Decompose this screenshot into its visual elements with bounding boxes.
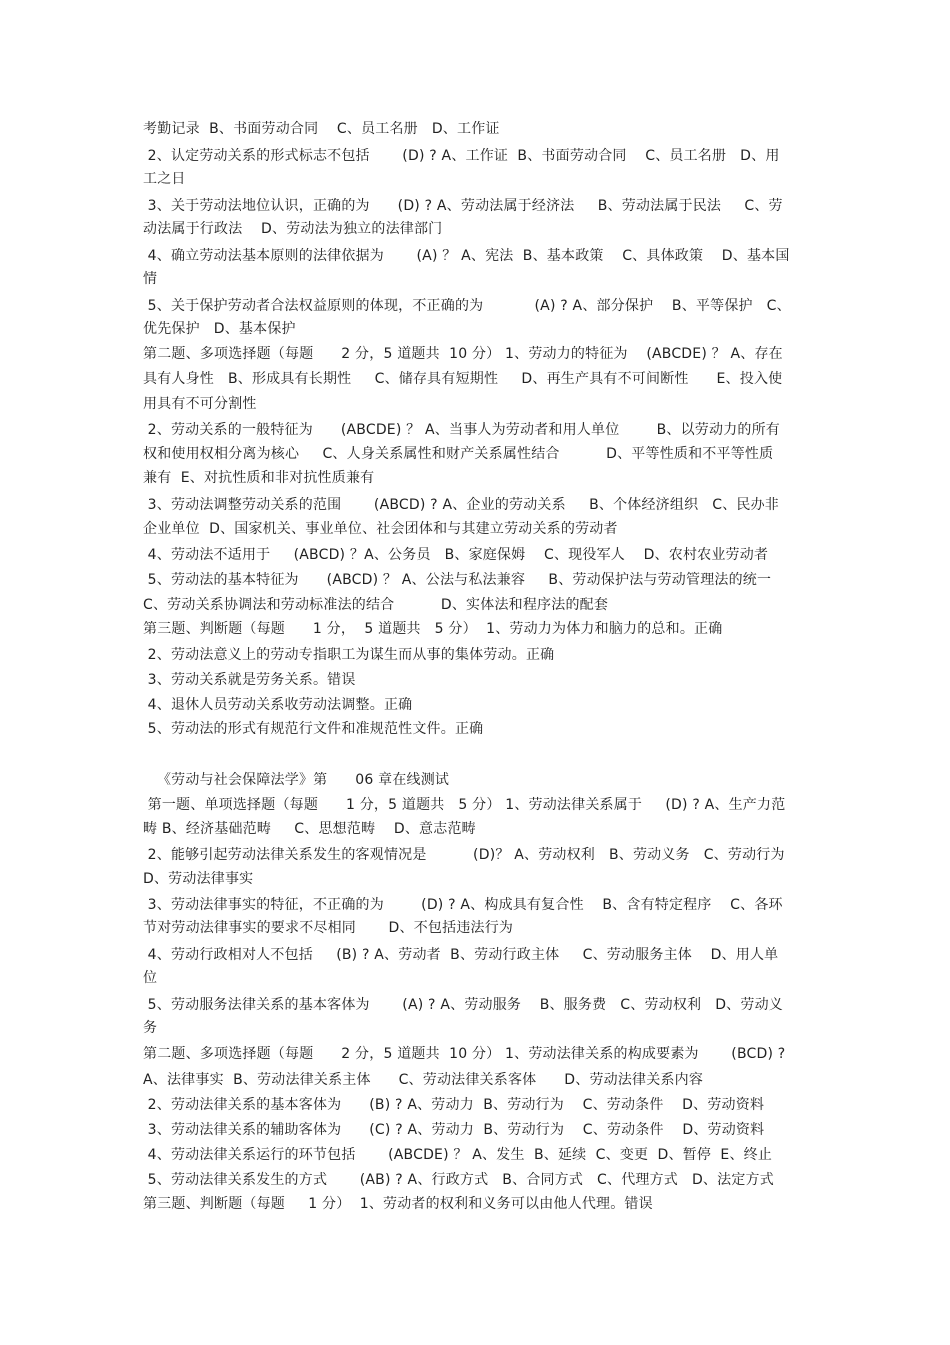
text-line: 3、劳动法调整劳动关系的范围 (ABCD) ? A、企业的劳动关系 B、个体经济组织 C、民办非 [143,497,780,513]
section-heading-line: 第一题、单项选择题（每题 1 分，5 道题共 5 分） 1、劳动法律关系属于 (D) ? A、生产力范 [143,797,786,813]
text-line: 3、关于劳动法地位认识，正确的为 (D) ? A、劳动法属于经济法 B、劳动法属于民法 C、劳 [143,198,783,214]
section-heading-line: 第二题、多项选择题（每题 2 分，5 道题共 10 分） 1、劳动法律关系的构成要素为 (BCD) ? [143,1046,786,1062]
text-line: 2、劳动法意义上的劳动专指职工为谋生而从事的集体劳动。正确 [143,647,555,663]
text-line: 5、劳动法律关系发生的方式 (AB) ? A、行政方式 B、合同方式 C、代理方式 D、法定方式 [143,1172,774,1188]
section-heading-line: 第二题、多项选择题（每题 2 分，5 道题共 10 分） 1、劳动力的特征为 (ABCDE) ？ A、存在 [143,346,783,362]
text-line: 2、劳动关系的一般特征为 (ABCDE) ？ A、当事人为劳动者和用人单位 B、以劳动力的所有 [143,422,781,438]
section-heading-line: 第三题、判断题（每题 1 分， 5 道题共 5 分） 1、劳动力为体力和脑力的总和。正确 [143,621,723,637]
text-line: 具有人身性 B、形成具有长期性 C、储存具有短期性 D、再生产具有不可间断性 E、投入使 [143,371,783,387]
text-line: 兼有 E、对抗性质和非对抗性质兼有 [143,470,375,486]
text-line: 权和使用权相分离为核心 C、人身关系属性和财产关系属性结合 D、平等性质和不平等性质 [143,446,774,462]
text-line: 3、劳动关系就是劳务关系。错误 [143,672,356,688]
text-line: 4、劳动法不适用于 (ABCD) ？A、公务员 B、家庭保姆 C、现役军人 D、农村农业劳动者 [143,547,769,563]
text-line: 2、能够引起劳动法律关系发生的客观情况是 (D)？ A、劳动权利 B、劳动义务 C、劳动行为 [143,847,785,863]
text-line: 2、劳动法律关系的基本客体为 (B) ? A、劳动力 B、劳动行为 C、劳动条件 D、劳动资料 [143,1097,765,1113]
text-line: 务 [143,1020,158,1036]
section-heading-line: 第三题、判断题（每题 1 分） 1、劳动者的权利和义务可以由他人代理。错误 [143,1196,653,1212]
chapter-title: 《劳动与社会保障法学》第 06 章在线测试 [143,772,450,788]
text-line: 情 [143,271,158,287]
text-line: D、劳动法律事实 [143,871,254,887]
text-line: 5、劳动法的基本特征为 (ABCD) ？ A、公法与私法兼容 B、劳动保护法与劳动管理法的统一 [143,572,772,588]
text-line: 畴 B、经济基础范畴 C、思想范畴 D、意志范畴 [143,821,476,837]
text-line: 4、劳动行政相对人不包括 (B) ? A、劳动者 B、劳动行政主体 C、劳动服务主体 D、用人单 [143,947,779,963]
text-line: A、法律事实 B、劳动法律关系主体 C、劳动法律关系客体 D、劳动法律关系内容 [143,1072,704,1088]
text-line: 5、关于保护劳动者合法权益原则的体现，不正确的为 (A) ? A、部分保护 B、平等保护 C、 [143,298,791,314]
text-line: 企业单位 D、国家机关、事业单位、社会团体和与其建立劳动关系的劳动者 [143,521,618,537]
text-line: 2、认定劳动关系的形式标志不包括 (D) ? A、工作证 B、书面劳动合同 C、员工名册 D、用 [143,148,780,164]
text-line: 5、劳动法的形式有规范行文件和准规范性文件。正确 [143,721,484,737]
text-line: 位 [143,970,158,986]
text-line: 4、退休人员劳动关系收劳动法调整。正确 [143,697,413,713]
text-line: 用具有不可分割性 [143,396,257,412]
text-line: 5、劳动服务法律关系的基本客体为 (A) ? A、劳动服务 B、服务费 C、劳动权利 D、劳动义 [143,997,783,1013]
text-line: 4、劳动法律关系运行的环节包括 (ABCDE) ？ A、发生 B、延续 C、变更 D、暂停 E、终止 [143,1147,773,1163]
text-line: 动法属于行政法 D、劳动法为独立的法律部门 [143,221,443,237]
text-line: 3、劳动法律事实的特征，不正确的为 (D) ? A、构成具有复合性 B、含有特定程序 C、各环 [143,897,783,913]
text-line: C、劳动关系协调法和劳动标准法的结合 D、实体法和程序法的配套 [143,597,609,613]
text-line: 节对劳动法律事实的要求不尽相同 D、不包括违法行为 [143,920,514,936]
text-line: 优先保护 D、基本保护 [143,321,296,337]
text-line: 3、劳动法律关系的辅助客体为 (C) ? A、劳动力 B、劳动行为 C、劳动条件 D、劳动资料 [143,1122,765,1138]
text-line: 工之日 [143,171,186,187]
text-line: 4、确立劳动法基本原则的法律依据为 (A) ？ A、宪法 B、基本政策 C、具体政策 D、基本国 [143,248,790,264]
text-line: 考勤记录 B、书面劳动合同 C、员工名册 D、工作证 [143,121,500,137]
